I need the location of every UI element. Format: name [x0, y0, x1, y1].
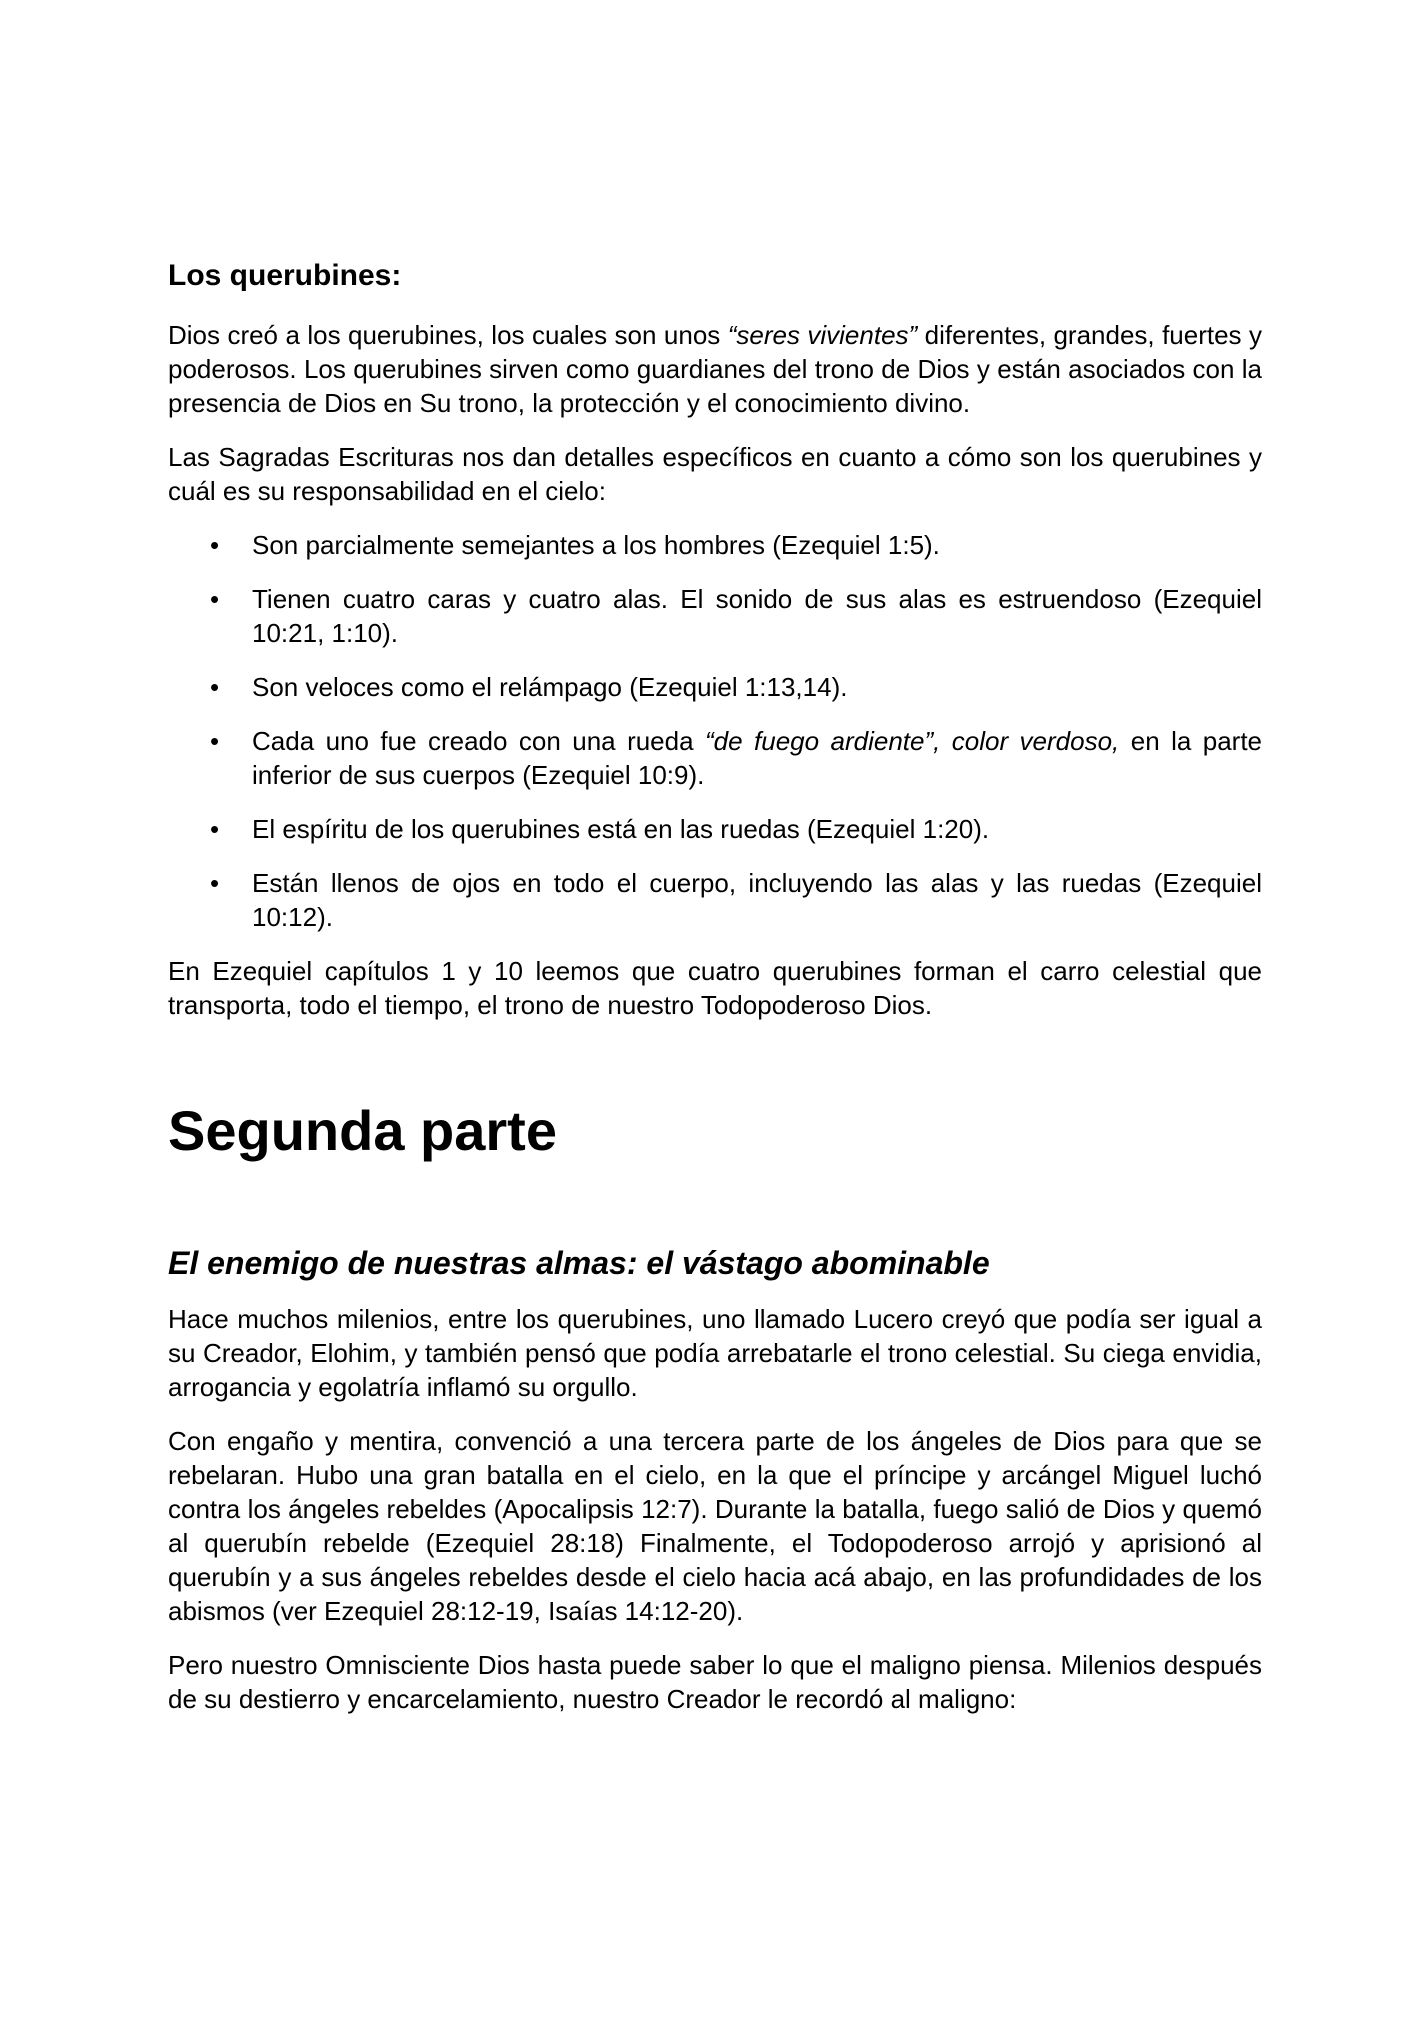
emphasis-seres-vivientes: “seres vivientes” [727, 320, 918, 350]
list-item [168, 724, 1262, 792]
bullet-marker: • [210, 530, 220, 560]
document-page [168, 258, 1262, 1736]
paragraph-batalla: Con engaño y mentira, convenció a una tercera parte de los ángeles de Dios para que se rebelaran. Hubo una gran batalla en el cielo, en la que el príncipe y arcángel Miguel luchó contra los ángeles rebeldes (Apocalipsis 12:7). Durante la batalla, fuego salió de Dios y quemó al querubín rebelde (Ezequiel 28:18) Finalmente, el Todopoderoso arrojó y aprisionó al querubín y a sus ángeles rebeldes desde el cielo hacia acá abajo, en las profundidades de los abismos (ver Ezequiel 28:12-19, Isaías 14:12-20). [168, 1425, 1262, 1626]
bullet-marker: • [210, 584, 220, 614]
paragraph-querubines-intro [168, 318, 1262, 420]
text-run: en la parte inferior de sus cuerpos (Ezequiel 10:9). [252, 726, 1263, 790]
paragraph-escrituras: Las Sagradas Escrituras nos dan detalles específicos en cuanto a cómo son los querubines y cuál es su responsabilidad en el cielo: [168, 442, 1262, 506]
list-item [168, 670, 1262, 704]
list-item-text: Son veloces como el relámpago (Ezequiel 1:13,14). [252, 672, 848, 702]
list-item [168, 582, 1262, 650]
section-heading-enemigo: El enemigo de nuestras almas: el vástago abominable [168, 1244, 990, 1281]
paragraph-omnisciente: Pero nuestro Omnisciente Dios hasta puede saber lo que el maligno piensa. Milenios después de su destierro y encarcelamiento, nuestro Creador le recordó al maligno: [168, 1649, 1262, 1714]
list-item-text: Tienen cuatro caras y cuatro alas. El sonido de sus alas es estruendoso (Ezequiel 10:21, 1:10). [252, 584, 1262, 648]
list-item-text: Están llenos de ojos en todo el cuerpo, incluyendo las alas y las ruedas (Ezequiel 10:12). [252, 868, 1262, 932]
text-run: diferentes, grandes, fuertes y poderosos. Los querubines sirven como guardianes del trono de Dios y están asociados con la presencia de Dios en Su trono, la protección y el conocimiento divino. [168, 320, 1262, 418]
bullet-marker: • [210, 726, 220, 756]
section-heading-querubines: Los querubines: [168, 259, 402, 292]
querubines-traits-list [168, 528, 1262, 934]
list-item [168, 866, 1262, 934]
list-item-text: Son parcialmente semejantes a los hombres (Ezequiel 1:5). [252, 530, 940, 560]
bullet-marker: • [210, 868, 220, 898]
list-item [168, 812, 1262, 846]
text-run: Dios creó a los querubines, los cuales son unos [168, 320, 728, 350]
text-run: Cada uno fue creado con una rueda [252, 726, 705, 756]
list-item-text [252, 726, 1262, 790]
emphasis-fuego-ardiente: “de fuego ardiente”, color verdoso, [705, 726, 1120, 756]
paragraph-lucero: Hace muchos milenios, entre los querubines, uno llamado Lucero creyó que podía ser igual a su Creador, Elohim, y también pensó que podía arrebatarle el trono celestial. Su ciega envidia, arrogancia y egolatría inflamó su orgullo. [168, 1303, 1262, 1402]
list-item [168, 528, 1262, 562]
list-item-text: El espíritu de los querubines está en las ruedas (Ezequiel 1:20). [252, 814, 990, 844]
bullet-marker: • [210, 672, 220, 702]
bullet-marker: • [210, 814, 220, 844]
paragraph-carro-celestial: En Ezequiel capítulos 1 y 10 leemos que cuatro querubines forman el carro celestial que transporta, todo el tiempo, el trono de nuestro Todopoderoso Dios. [168, 956, 1262, 1020]
part-heading-segunda-parte: Segunda parte [168, 1099, 557, 1162]
